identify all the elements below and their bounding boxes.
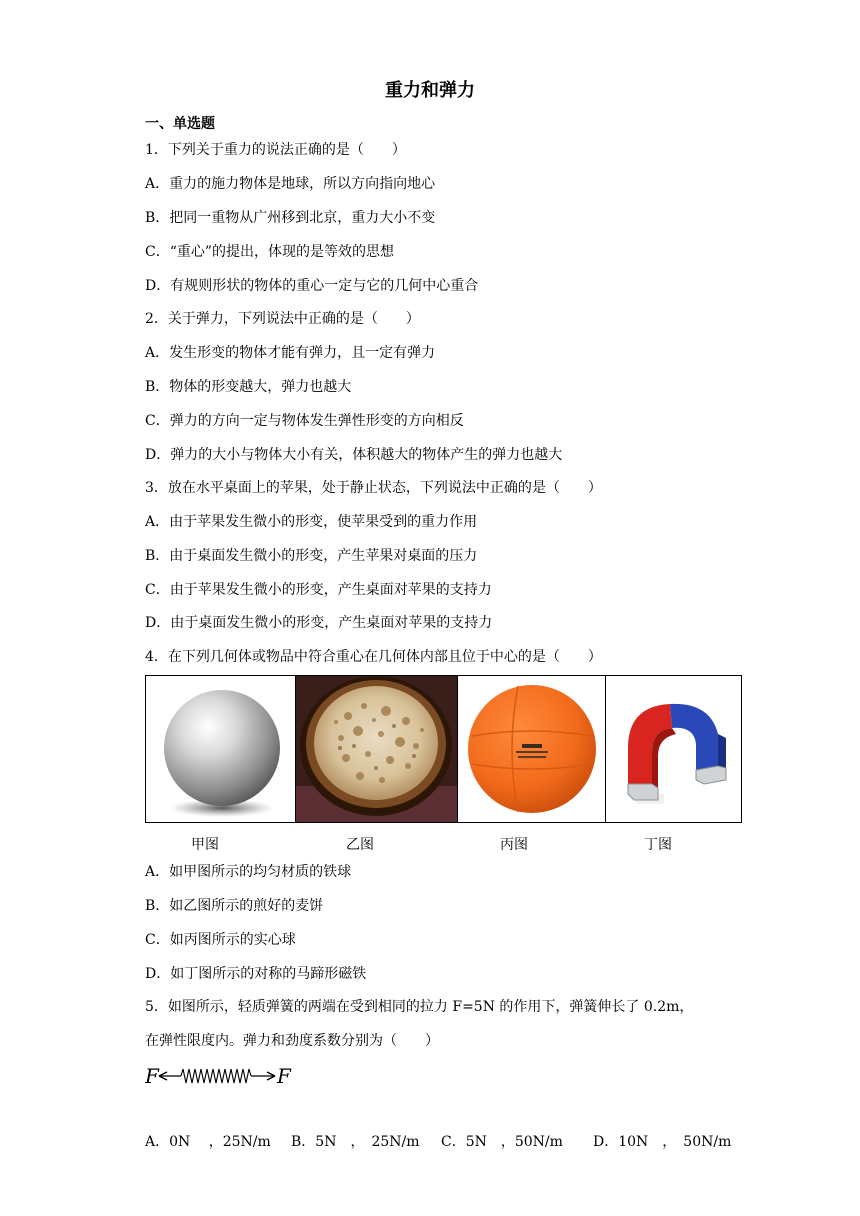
q5-option-b: B．5N ， 25N/m	[291, 1134, 420, 1150]
caption-yi: 乙图	[346, 837, 374, 853]
figure-jia-sphere	[146, 676, 296, 822]
q1-option-b: B．把同一重物从广州移到北京，重力大小不变	[145, 210, 436, 226]
q4-figure-row	[145, 675, 742, 823]
q5-option-d: D．10N ， 50N/m	[593, 1134, 732, 1150]
q1-option-c: C．“重心”的提出，体现的是等效的思想	[145, 244, 395, 260]
spring-label-left: F	[145, 1064, 159, 1088]
q4-option-b: B．如乙图所示的煎好的麦饼	[145, 898, 324, 914]
q1-option-d: D．有规则形状的物体的重心一定与它的几何中心重合	[145, 278, 479, 294]
q4-option-c: C．如丙图所示的实心球	[145, 932, 296, 948]
figure-bing-ball	[458, 676, 606, 822]
q2-option-b: B．物体的形变越大，弹力也越大	[145, 379, 352, 395]
q2-option-a: A．发生形变的物体才能有弹力，且一定有弹力	[145, 345, 436, 361]
spring-diagram	[145, 1062, 305, 1094]
q5-stem-line2: 在弹性限度内。弹力和劲度系数分别为（ ）	[145, 1033, 439, 1049]
q4-stem: 4．在下列几何体或物品中符合重心在几何体内部且位于中心的是（ ）	[145, 649, 602, 665]
q5-options	[145, 1133, 731, 1151]
q5-option-c: C．5N ，50N/m	[441, 1134, 563, 1150]
q3-option-d: D．由于桌面发生微小的形变，产生桌面对苹果的支持力	[145, 615, 493, 631]
q2-option-c: C．弹力的方向一定与物体发生弹性形变的方向相反	[145, 413, 464, 429]
figure-ding-magnet	[606, 676, 741, 822]
q1-stem: 1．下列关于重力的说法正确的是（ ）	[145, 142, 406, 158]
caption-bing: 丙图	[500, 837, 528, 853]
q2-stem: 2．关于弹力，下列说法中正确的是（ ）	[145, 311, 420, 327]
figure-yi-pancake	[296, 676, 458, 822]
caption-jia: 甲图	[191, 837, 219, 853]
section-heading: 一、单选题	[145, 116, 215, 132]
caption-ding: 丁图	[644, 837, 672, 853]
q3-option-b: B．由于桌面发生微小的形变，产生苹果对桌面的压力	[145, 548, 478, 564]
q3-option-a: A．由于苹果发生微小的形变，使苹果受到的重力作用	[145, 514, 478, 530]
q4-option-a: A．如甲图所示的均匀材质的铁球	[145, 864, 352, 880]
q2-option-d: D．弹力的大小与物体大小有关，体积越大的物体产生的弹力也越大	[145, 447, 563, 463]
q5-option-a: A．0N ，25N/m	[145, 1134, 271, 1150]
q3-stem: 3．放在水平桌面上的苹果，处于静止状态，下列说法中正确的是（ ）	[145, 480, 602, 496]
q5-stem-line1: 5．如图所示，轻质弹簧的两端在受到相同的拉力 F=5N 的作用下，弹簧伸长了 0.2m，	[145, 999, 694, 1015]
spring-label-right: F	[277, 1064, 291, 1088]
q3-option-c: C．由于苹果发生微小的形变，产生桌面对苹果的支持力	[145, 582, 492, 598]
q4-option-d: D．如丁图所示的对称的马蹄形磁铁	[145, 966, 367, 982]
q1-option-a: A．重力的施力物体是地球，所以方向指向地心	[145, 176, 436, 192]
page-title: 重力和弹力	[385, 80, 475, 101]
